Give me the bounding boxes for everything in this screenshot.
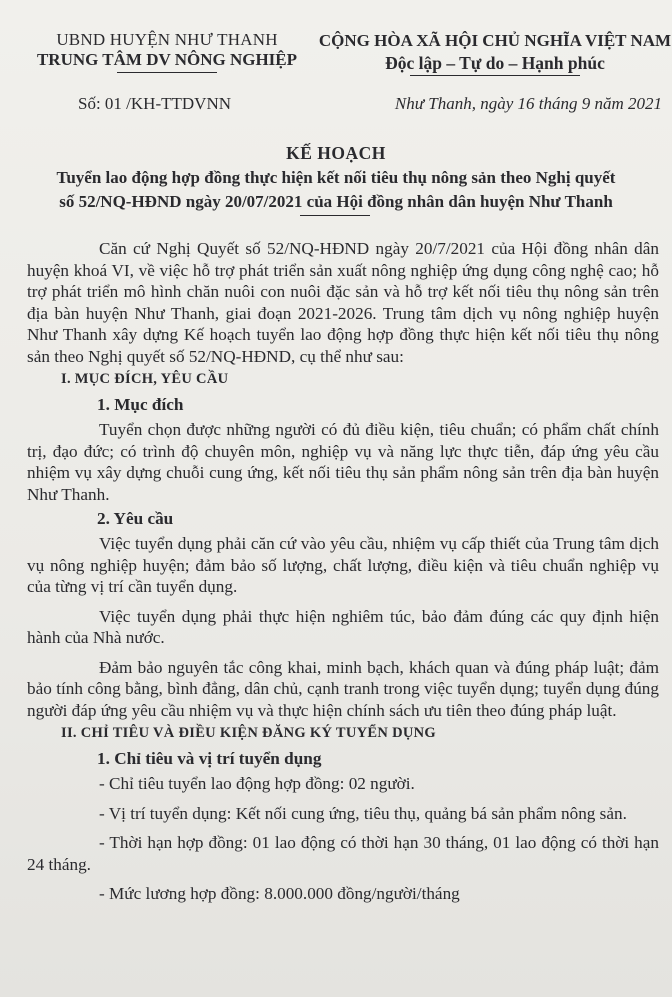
document-title: KẾ HOẠCH [286,143,386,163]
national-motto: Độc lập – Tự do – Hạnh phúc [385,53,605,73]
agency-parent-name: UBND HUYỆN NHƯ THANH [56,30,278,49]
section-1-2-heading: 2. Yêu cầu [97,509,174,528]
section-2-heading: II. CHỈ TIÊU VÀ ĐIỀU KIỆN ĐĂNG KÝ TUYỂN DỤNG [61,725,436,741]
place-date-line: Như Thanh, ngày 16 tháng 9 năm 2021 [394,94,662,113]
intro-paragraph: Căn cứ Nghị Quyết số 52/NQ-HĐND ngày 20/7/2021 của Hội đồng nhân dân huyện khoá VI, về việc hỗ trợ phát triển sản xuất nông nghiệp ứng dụng công nghệ cao; hỗ trợ phát triển mô hình chăn nuôi con nuôi đặc sản và hỗ trợ kết nối tiêu thụ nông sản trên địa bàn huyện Như Thanh, giai đoạn 2021-2026. Trung tâm dịch vụ nông nghiệp huyện Như Thanh xây dựng Kế hoạch tuyển lao động hợp đồng thực hiện kết nối tiêu thụ nông sản theo Nghị quyết số 52/NQ-HĐND, cụ thể như sau: [27,239,659,366]
section-1-1-heading: 1. Mục đích [97,395,184,414]
list-item: - Vị trí tuyển dụng: Kết nối cung ứng, tiêu thụ, quảng bá sản phẩm nông sản. [99,803,627,823]
section-1-heading: I. MỤC ĐÍCH, YÊU CẦU [61,371,229,387]
section-1-2-paragraph-2: Việc tuyển dụng phải thực hiện nghiêm túc, bảo đảm đúng các quy định hiện hành của Nhà nước. [27,606,659,647]
section-2-1-heading: 1. Chỉ tiêu và vị trí tuyển dụng [97,749,322,768]
section-1-2-paragraph-1: Việc tuyển dụng phải căn cứ vào yêu cầu, nhiệm vụ cấp thiết của Trung tâm dịch vụ nông nghiệp huyện; đảm bảo số lượng, chất lượng, điều kiện và tiêu chuẩn nghiệp vụ của từng vị trí cần tuyển dụng. [27,534,659,596]
agency-underline [117,72,217,73]
document-number: Số: 01 /KH-TTDVNN [78,94,231,113]
subtitle-underline [300,215,370,216]
document-subtitle [10,166,662,214]
national-motto-header [318,30,672,76]
section-1-1-paragraph: Tuyển chọn được những người có đủ điều kiện, tiêu chuẩn; có phẩm chất chính trị, đạo đức; có trình độ chuyên môn, nghiệp vụ và năng lực thực tiễn, đáp ứng yêu cầu nhiệm vụ xây dựng chuỗi cung ứng, kết nối tiêu thụ sản phẩm nông sản trên địa bàn huyện Như Thanh. [27,420,659,504]
agency-name: TRUNG TÂM DV NÔNG NGHIỆP [36,50,298,69]
motto-underline [410,75,580,76]
subtitle-line-1: Tuyển lao động hợp đồng thực hiện kết nối tiêu thụ nông sản theo Nghị quyết [56,168,616,187]
list-item: - Thời hạn hợp đồng: 01 lao động có thời hạn 30 tháng, 01 lao động có thời hạn 24 tháng. [27,833,659,874]
country-name: CỘNG HÒA XÃ HỘI CHỦ NGHĨA VIỆT NAM [318,31,672,50]
list-item: - Chỉ tiêu tuyển lao động hợp đồng: 02 người. [99,774,415,793]
subtitle-line-2: số 52/NQ-HĐND ngày 20/07/2021 của Hội đồng nhân dân huyện Như Thanh [59,192,613,211]
section-1-2-paragraph-3: Đảm bảo nguyên tắc công khai, minh bạch, khách quan và đúng pháp luật; đảm bảo tính công bằng, bình đẳng, dân chủ, cạnh tranh trong việc tuyển dụng; tuyển dụng đúng người đáp ứng yêu cầu nhiệm vụ và thực hiện chính sách ưu tiên theo đúng pháp luật. [27,657,659,720]
issuing-agency-header [22,30,312,73]
document-body [27,238,659,905]
list-item: - Mức lương hợp đồng: 8.000.000 đồng/người/tháng [99,884,460,903]
